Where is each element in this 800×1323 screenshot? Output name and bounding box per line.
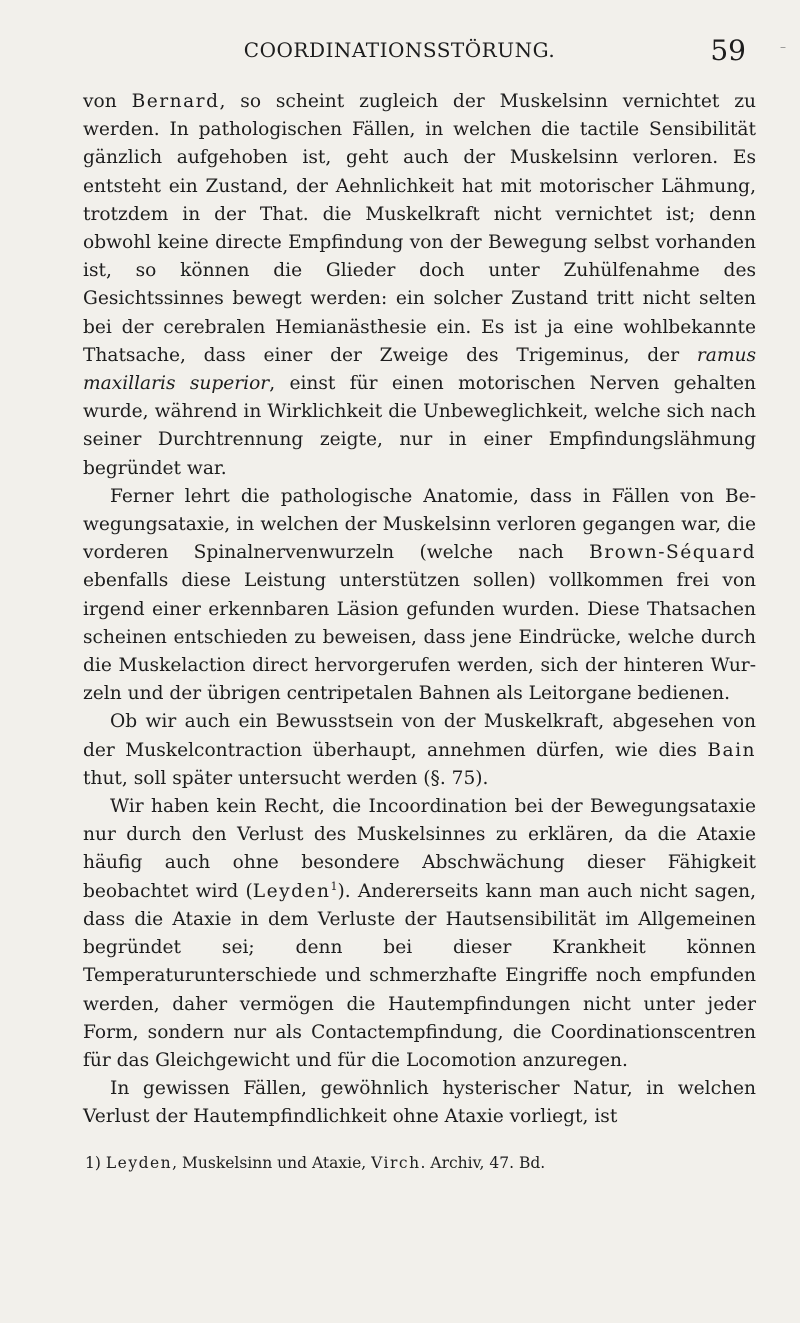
paragraph	[83, 88, 756, 483]
text-run: , Muskelsinn und Ataxie,	[172, 1153, 372, 1172]
body-text	[83, 88, 756, 1132]
author-name: Bernard	[131, 91, 220, 112]
corner-mark: –	[780, 40, 786, 54]
footnote-marker: 1)	[85, 1153, 101, 1172]
text-run: Ferner lehrt die pathologische Anatomie, dass in Fällen von Bewegungsataxie, in welchen der Muskelsinn verloren gegangen war, die vorderen Spinalnervenwurzeln (welche nach	[83, 485, 756, 564]
paragraph	[83, 483, 756, 709]
running-title: COORDINATIONSSTÖRUNG.	[243, 38, 556, 62]
page-header	[83, 34, 786, 78]
text-run: ebenfalls diese Leistung unterstützen sollen) vollkommen frei von irgend einer erkennbaren Läsion gefunden wurden. Diese Thatsachen scheinen entschieden zu beweisen, dass jene Eindrücke, welche durch die Muskelaction direct hervorgerufen werden, sich der hinteren Wurzeln und der übrigen centripetalen Bahnen als Leitorgane bedienen.	[83, 570, 756, 705]
author-name: Brown-Séquard	[589, 542, 756, 564]
text-run: , einst für einen motorischen Nerven gehalten wurde, während in Wirklichkeit die Unbeweglichkeit, welche sich nach seiner Durchtrennung zeigte, nur in einer Empfindungslähmung begründet war.	[83, 373, 756, 479]
author-name: Leyden	[252, 880, 331, 902]
text-run: . Archiv, 47. Bd.	[420, 1153, 546, 1172]
italic-term: ramus maxillaris superior	[83, 344, 756, 395]
text-run: thut, soll später untersucht werden (§. 75).	[83, 767, 489, 789]
author-name: Leyden	[105, 1153, 173, 1172]
text-run: von	[83, 91, 132, 112]
text-run: ). Andererseits kann man auch nicht sagen, dass die Ataxie in dem Verluste der Hautsensibilität im Allgemeinen begründet sei; denn bei dieser Krankheit können Temperaturunterschiede und schmerzhafte Eingriffe noch empfunden werden, daher vermögen die Hautempfindungen nicht unter jeder Form, sondern nur als Contactempfindung, die Coordinationscentren für das Gleichgewicht und für die Locomotion anzuregen.	[83, 880, 757, 1071]
text-run: Ob wir auch ein Bewusstsein von der Muskelkraft, abgesehen von der Muskelcontraction überhaupt, annehmen dürfen, wie dies	[83, 711, 756, 761]
footnote	[83, 1152, 756, 1174]
text-run: In gewissen Fällen, gewöhnlich hysterischer Natur, in welchen Verlust der Hautempfindlichkeit ohne Ataxie vorliegt, ist	[83, 1078, 756, 1128]
footnote-text	[106, 1154, 545, 1172]
footnote-ref: 1	[330, 879, 338, 893]
author-name: Bain	[707, 739, 756, 761]
page-number: 59	[710, 34, 746, 67]
author-name: Virch	[371, 1153, 421, 1172]
text-run: Wir haben kein Recht, die Incoordination bei der Bewegungsataxie nur durch den Verlust des Muskelsinnes zu erklären, da die Ataxie häufig auch ohne besondere Abschwächung dieser Fähigkeit beobachtet wird (	[83, 796, 756, 902]
paragraph	[83, 793, 756, 1075]
text-run: , so scheint zugleich der Muskelsinn vernichtet zu werden. In pathologischen Fällen, in welchen die tactile Sensibilität gänzlich aufgehoben ist, geht auch der Muskelsinn verloren. Es entsteht ein Zustand, der Aehnlichkeit hat mit motorischer Lähmung, trotzdem in der That. die Muskelkraft nicht vernichtet ist; denn obwohl keine directe Empfindung von der Bewegung selbst vorhanden ist, so können die Glieder doch unter Zuhülfenahme des Gesichtssinnes bewegt werden: ein solcher Zustand tritt nicht selten bei der cerebralen Hemianästhesie ein. Es ist ja eine wohlbekannte Thatsache, dass einer der Zweige des Trigeminus, der	[83, 91, 756, 366]
paragraph	[83, 1075, 756, 1131]
paragraph	[83, 708, 756, 793]
